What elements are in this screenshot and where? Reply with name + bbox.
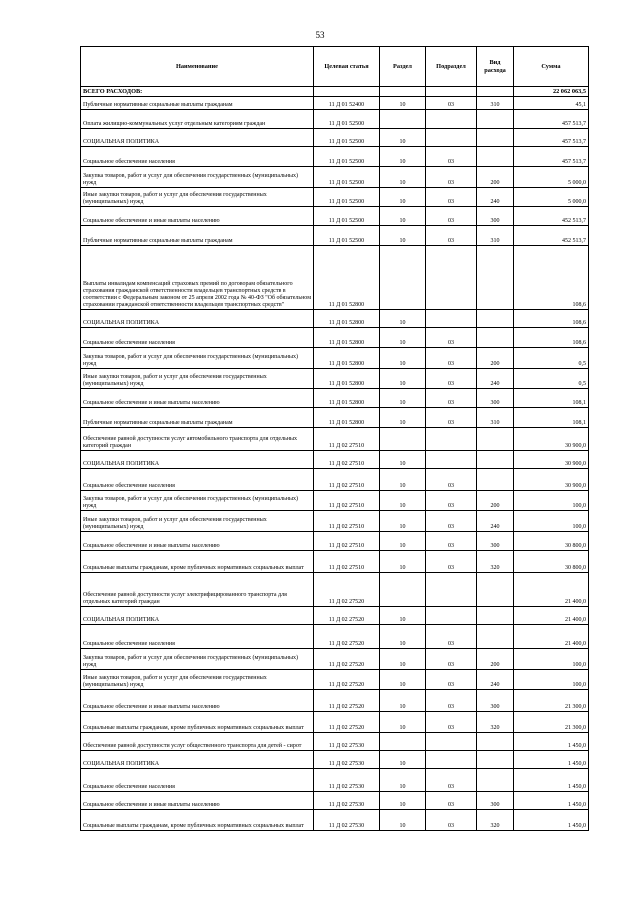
table-row xyxy=(81,451,589,469)
row-article: 11 Д 01 52800 xyxy=(314,369,380,389)
row-section: 10 xyxy=(380,769,426,792)
table-row xyxy=(81,226,589,246)
table-row xyxy=(81,551,589,573)
row-section: 10 xyxy=(380,188,426,207)
row-section: 10 xyxy=(380,810,426,831)
row-expense-type: 320 xyxy=(477,712,514,733)
row-article: 11 Д 01 52800 xyxy=(314,328,380,348)
table-row xyxy=(81,97,589,110)
row-subsection xyxy=(426,428,477,451)
row-subsection: 03 xyxy=(426,389,477,408)
row-name: Закупка товаров, работ и услуг для обеспечения государственных (муниципальных) нужд xyxy=(81,649,314,670)
row-expense-type xyxy=(477,129,514,147)
row-subsection xyxy=(426,573,477,607)
row-subsection: 03 xyxy=(426,167,477,188)
row-section: 10 xyxy=(380,408,426,428)
row-expense-type xyxy=(477,769,514,792)
total-sum: 22 062 063,5 xyxy=(514,87,589,97)
row-article: 11 Д 02 27520 xyxy=(314,625,380,649)
row-sum: 452 513,7 xyxy=(514,207,589,226)
row-sum: 0,5 xyxy=(514,369,589,389)
row-subsection: 03 xyxy=(426,649,477,670)
row-name: Публичные нормативные социальные выплаты гражданам xyxy=(81,97,314,110)
table-row xyxy=(81,649,589,670)
row-section: 10 xyxy=(380,649,426,670)
row-subsection: 03 xyxy=(426,97,477,110)
page-number: 53 xyxy=(315,30,325,40)
row-name: Публичные нормативные социальные выплаты гражданам xyxy=(81,408,314,428)
row-subsection: 03 xyxy=(426,625,477,649)
row-subsection xyxy=(426,110,477,129)
row-section xyxy=(380,246,426,310)
row-section xyxy=(380,573,426,607)
row-article: 11 Д 01 52500 xyxy=(314,147,380,167)
row-expense-type xyxy=(477,733,514,751)
row-name: Иные закупки товаров, работ и услуг для обеспечения государственных (муниципальных) нужд xyxy=(81,369,314,389)
row-article: 11 Д 02 27520 xyxy=(314,690,380,712)
row-name: Иные закупки товаров, работ и услуг для обеспечения государственных (муниципальных) нужд xyxy=(81,511,314,532)
row-sum: 30 800,0 xyxy=(514,532,589,551)
row-section: 10 xyxy=(380,751,426,769)
row-subsection: 03 xyxy=(426,769,477,792)
row-article: 11 Д 01 52800 xyxy=(314,389,380,408)
row-subsection: 03 xyxy=(426,532,477,551)
row-article: 11 Д 02 27520 xyxy=(314,649,380,670)
row-name: Социальное обеспечение населения xyxy=(81,469,314,491)
row-expense-type: 310 xyxy=(477,408,514,428)
row-name: Закупка товаров, работ и услуг для обеспечения государственных (муниципальных) нужд xyxy=(81,348,314,369)
row-article: 11 Д 02 27530 xyxy=(314,733,380,751)
row-name: Иные закупки товаров, работ и услуг для обеспечения государственных (муниципальных) нужд xyxy=(81,670,314,690)
header-subsection: Подраздел xyxy=(426,47,477,87)
table-row xyxy=(81,348,589,369)
row-name: СОЦИАЛЬНАЯ ПОЛИТИКА xyxy=(81,129,314,147)
header-name: Наименование xyxy=(81,47,314,87)
row-sum: 100,0 xyxy=(514,670,589,690)
table-row xyxy=(81,769,589,792)
table-row xyxy=(81,207,589,226)
row-sum: 108,1 xyxy=(514,408,589,428)
row-sum: 1 450,0 xyxy=(514,733,589,751)
row-sum: 5 000,0 xyxy=(514,188,589,207)
row-sum: 1 450,0 xyxy=(514,769,589,792)
row-subsection: 03 xyxy=(426,226,477,246)
row-expense-type: 300 xyxy=(477,532,514,551)
row-expense-type: 300 xyxy=(477,690,514,712)
table-row xyxy=(81,147,589,167)
table-row xyxy=(81,188,589,207)
row-sum: 1 450,0 xyxy=(514,792,589,810)
table-row xyxy=(81,712,589,733)
row-name: СОЦИАЛЬНАЯ ПОЛИТИКА xyxy=(81,451,314,469)
row-article: 11 Д 02 27530 xyxy=(314,810,380,831)
row-expense-type xyxy=(477,625,514,649)
table-row xyxy=(81,810,589,831)
row-article: 11 Д 01 52800 xyxy=(314,348,380,369)
row-subsection: 03 xyxy=(426,690,477,712)
row-name: Выплаты инвалидам компенсаций страховых премий по договорам обязательного страхования гражданской ответственности владельцев транспортных средств в соответствии с Федеральным законом от 25 апреля 2002 года № 40-ФЗ "Об обязательном страховании гражданской ответственности владельцев транспортных средств" xyxy=(81,246,314,310)
row-sum: 108,1 xyxy=(514,389,589,408)
row-article: 11 Д 02 27530 xyxy=(314,751,380,769)
row-article: 11 Д 02 27520 xyxy=(314,607,380,625)
row-name: Социальные выплаты гражданам, кроме публичных нормативных социальных выплат xyxy=(81,712,314,733)
row-article: 11 Д 02 27520 xyxy=(314,712,380,733)
row-subsection: 03 xyxy=(426,469,477,491)
row-subsection: 03 xyxy=(426,712,477,733)
row-section: 10 xyxy=(380,226,426,246)
row-name: Иные закупки товаров, работ и услуг для обеспечения государственных (муниципальных) нужд xyxy=(81,188,314,207)
row-section: 10 xyxy=(380,491,426,511)
row-expense-type xyxy=(477,246,514,310)
table-row xyxy=(81,369,589,389)
row-name: Социальное обеспечение и иные выплаты населению xyxy=(81,532,314,551)
row-name: Социальное обеспечение населения xyxy=(81,328,314,348)
row-sum: 30 900,0 xyxy=(514,469,589,491)
header-expense-type: Вид расхода xyxy=(477,47,514,87)
row-article: 11 Д 02 27510 xyxy=(314,491,380,511)
row-article: 11 Д 02 27510 xyxy=(314,511,380,532)
row-name: Обеспечение равной доступности услуг автомобильного транспорта для отдельных категорий граждан xyxy=(81,428,314,451)
row-name: Публичные нормативные социальные выплаты гражданам xyxy=(81,226,314,246)
table-row xyxy=(81,328,589,348)
row-section: 10 xyxy=(380,129,426,147)
row-sum: 457 513,7 xyxy=(514,110,589,129)
row-sum: 45,1 xyxy=(514,97,589,110)
row-expense-type xyxy=(477,428,514,451)
row-section: 10 xyxy=(380,328,426,348)
row-name: Обеспечение равной доступности услуг электрифицированного транспорта для отдельных категорий граждан xyxy=(81,573,314,607)
row-sum: 108,6 xyxy=(514,310,589,328)
table-row xyxy=(81,246,589,310)
row-name: СОЦИАЛЬНАЯ ПОЛИТИКА xyxy=(81,751,314,769)
row-article: 11 Д 02 27510 xyxy=(314,451,380,469)
row-subsection xyxy=(426,246,477,310)
table-row xyxy=(81,792,589,810)
table-row xyxy=(81,408,589,428)
row-section: 10 xyxy=(380,469,426,491)
row-expense-type: 300 xyxy=(477,207,514,226)
row-expense-type xyxy=(477,469,514,491)
row-name: Социальное обеспечение и иные выплаты населению xyxy=(81,690,314,712)
row-section xyxy=(380,428,426,451)
row-expense-type xyxy=(477,607,514,625)
row-sum: 457 513,7 xyxy=(514,147,589,167)
table-row xyxy=(81,389,589,408)
row-subsection xyxy=(426,751,477,769)
row-article: 11 Д 02 27510 xyxy=(314,532,380,551)
row-section xyxy=(380,733,426,751)
row-expense-type xyxy=(477,147,514,167)
row-subsection xyxy=(426,607,477,625)
row-sum: 30 800,0 xyxy=(514,551,589,573)
row-article: 11 Д 01 52500 xyxy=(314,207,380,226)
row-section: 10 xyxy=(380,207,426,226)
row-section: 10 xyxy=(380,389,426,408)
row-expense-type: 200 xyxy=(477,348,514,369)
row-section: 10 xyxy=(380,348,426,369)
row-section: 10 xyxy=(380,97,426,110)
row-section: 10 xyxy=(380,369,426,389)
row-expense-type: 200 xyxy=(477,491,514,511)
row-section: 10 xyxy=(380,607,426,625)
table-row xyxy=(81,428,589,451)
row-expense-type: 240 xyxy=(477,188,514,207)
row-name: Социальное обеспечение и иные выплаты населению xyxy=(81,792,314,810)
row-subsection: 03 xyxy=(426,670,477,690)
row-section: 10 xyxy=(380,712,426,733)
row-sum: 108,6 xyxy=(514,246,589,310)
row-subsection: 03 xyxy=(426,511,477,532)
row-sum: 21 300,0 xyxy=(514,690,589,712)
row-sum: 30 900,0 xyxy=(514,451,589,469)
row-section: 10 xyxy=(380,532,426,551)
row-sum: 0,5 xyxy=(514,348,589,369)
row-expense-type: 320 xyxy=(477,810,514,831)
row-article: 11 Д 02 27510 xyxy=(314,469,380,491)
row-name: Социальное обеспечение населения xyxy=(81,625,314,649)
row-section: 10 xyxy=(380,511,426,532)
row-section: 10 xyxy=(380,551,426,573)
row-expense-type: 310 xyxy=(477,97,514,110)
header-sum: Сумма xyxy=(514,47,589,87)
row-article: 11 Д 01 52800 xyxy=(314,310,380,328)
table-row xyxy=(81,310,589,328)
table-row xyxy=(81,690,589,712)
row-subsection: 03 xyxy=(426,792,477,810)
row-section: 10 xyxy=(380,625,426,649)
table-row xyxy=(81,469,589,491)
header-article: Целевая статья xyxy=(314,47,380,87)
row-article: 11 Д 01 52500 xyxy=(314,167,380,188)
row-name: Закупка товаров, работ и услуг для обеспечения государственных (муниципальных) нужд xyxy=(81,491,314,511)
row-subsection: 03 xyxy=(426,810,477,831)
row-name: Обеспечение равной доступности услуг общественного транспорта для детей - сирот xyxy=(81,733,314,751)
row-article: 11 Д 02 27510 xyxy=(314,428,380,451)
row-section: 10 xyxy=(380,147,426,167)
row-expense-type xyxy=(477,751,514,769)
row-sum: 1 450,0 xyxy=(514,751,589,769)
row-expense-type: 240 xyxy=(477,511,514,532)
table-row xyxy=(81,625,589,649)
row-name: Оплата жилищно-коммунальных услуг отдельным категориям граждан xyxy=(81,110,314,129)
row-expense-type: 300 xyxy=(477,389,514,408)
row-sum: 21 400,0 xyxy=(514,573,589,607)
row-subsection xyxy=(426,451,477,469)
row-expense-type xyxy=(477,328,514,348)
header-section: Раздел xyxy=(380,47,426,87)
row-name: Социальное обеспечение населения xyxy=(81,147,314,167)
table-row xyxy=(81,573,589,607)
table-row xyxy=(81,733,589,751)
table-row xyxy=(81,511,589,532)
row-sum: 100,0 xyxy=(514,649,589,670)
row-article: 11 Д 01 52500 xyxy=(314,188,380,207)
row-expense-type: 240 xyxy=(477,369,514,389)
row-name: Закупка товаров, работ и услуг для обеспечения государственных (муниципальных) нужд xyxy=(81,167,314,188)
total-label: ВСЕГО РАСХОДОВ: xyxy=(81,87,314,97)
row-name: СОЦИАЛЬНАЯ ПОЛИТИКА xyxy=(81,607,314,625)
row-article: 11 Д 01 52500 xyxy=(314,129,380,147)
row-article: 11 Д 01 52500 xyxy=(314,110,380,129)
row-section: 10 xyxy=(380,792,426,810)
row-expense-type: 200 xyxy=(477,649,514,670)
row-section: 10 xyxy=(380,690,426,712)
row-sum: 21 400,0 xyxy=(514,625,589,649)
row-expense-type: 200 xyxy=(477,167,514,188)
table-row xyxy=(81,532,589,551)
row-expense-type xyxy=(477,573,514,607)
row-expense-type xyxy=(477,451,514,469)
row-expense-type: 320 xyxy=(477,551,514,573)
row-subsection: 03 xyxy=(426,408,477,428)
table-row xyxy=(81,751,589,769)
table-header-row xyxy=(81,47,589,87)
row-subsection: 03 xyxy=(426,188,477,207)
row-name: СОЦИАЛЬНАЯ ПОЛИТИКА xyxy=(81,310,314,328)
row-section: 10 xyxy=(380,167,426,188)
row-subsection xyxy=(426,733,477,751)
row-sum: 5 000,0 xyxy=(514,167,589,188)
row-expense-type xyxy=(477,310,514,328)
row-subsection: 03 xyxy=(426,348,477,369)
table-row xyxy=(81,129,589,147)
table-row xyxy=(81,607,589,625)
row-article: 11 Д 01 52800 xyxy=(314,408,380,428)
row-article: 11 Д 01 52500 xyxy=(314,226,380,246)
row-article: 11 Д 02 27510 xyxy=(314,551,380,573)
expenses-table xyxy=(80,46,589,831)
table-row xyxy=(81,491,589,511)
row-sum: 21 400,0 xyxy=(514,607,589,625)
row-sum: 30 900,0 xyxy=(514,428,589,451)
row-sum: 1 450,0 xyxy=(514,810,589,831)
row-section: 10 xyxy=(380,670,426,690)
row-section: 10 xyxy=(380,451,426,469)
row-article: 11 Д 01 52400 xyxy=(314,97,380,110)
row-subsection xyxy=(426,129,477,147)
row-name: Социальные выплаты гражданам, кроме публичных нормативных социальных выплат xyxy=(81,551,314,573)
row-section xyxy=(380,110,426,129)
row-article: 11 Д 02 27520 xyxy=(314,670,380,690)
row-sum: 108,6 xyxy=(514,328,589,348)
row-sum: 21 300,0 xyxy=(514,712,589,733)
row-section: 10 xyxy=(380,310,426,328)
row-sum: 452 513,7 xyxy=(514,226,589,246)
table-row xyxy=(81,670,589,690)
row-article: 11 Д 02 27520 xyxy=(314,573,380,607)
row-expense-type: 240 xyxy=(477,670,514,690)
row-subsection: 03 xyxy=(426,369,477,389)
table-row xyxy=(81,110,589,129)
row-name: Социальные выплаты гражданам, кроме публичных нормативных социальных выплат xyxy=(81,810,314,831)
row-subsection: 03 xyxy=(426,491,477,511)
row-subsection: 03 xyxy=(426,147,477,167)
row-subsection: 03 xyxy=(426,207,477,226)
row-sum: 457 513,7 xyxy=(514,129,589,147)
row-sum: 100,0 xyxy=(514,491,589,511)
row-expense-type xyxy=(477,110,514,129)
row-article: 11 Д 01 52800 xyxy=(314,246,380,310)
row-expense-type: 310 xyxy=(477,226,514,246)
row-article: 11 Д 02 27530 xyxy=(314,792,380,810)
table-row xyxy=(81,167,589,188)
row-subsection: 03 xyxy=(426,328,477,348)
row-name: Социальное обеспечение населения xyxy=(81,769,314,792)
row-expense-type: 300 xyxy=(477,792,514,810)
row-article: 11 Д 02 27530 xyxy=(314,769,380,792)
row-name: Социальное обеспечение и иные выплаты населению xyxy=(81,389,314,408)
row-subsection: 03 xyxy=(426,551,477,573)
row-sum: 100,0 xyxy=(514,511,589,532)
total-row xyxy=(81,87,589,97)
row-name: Социальное обеспечение и иные выплаты населению xyxy=(81,207,314,226)
row-subsection xyxy=(426,310,477,328)
